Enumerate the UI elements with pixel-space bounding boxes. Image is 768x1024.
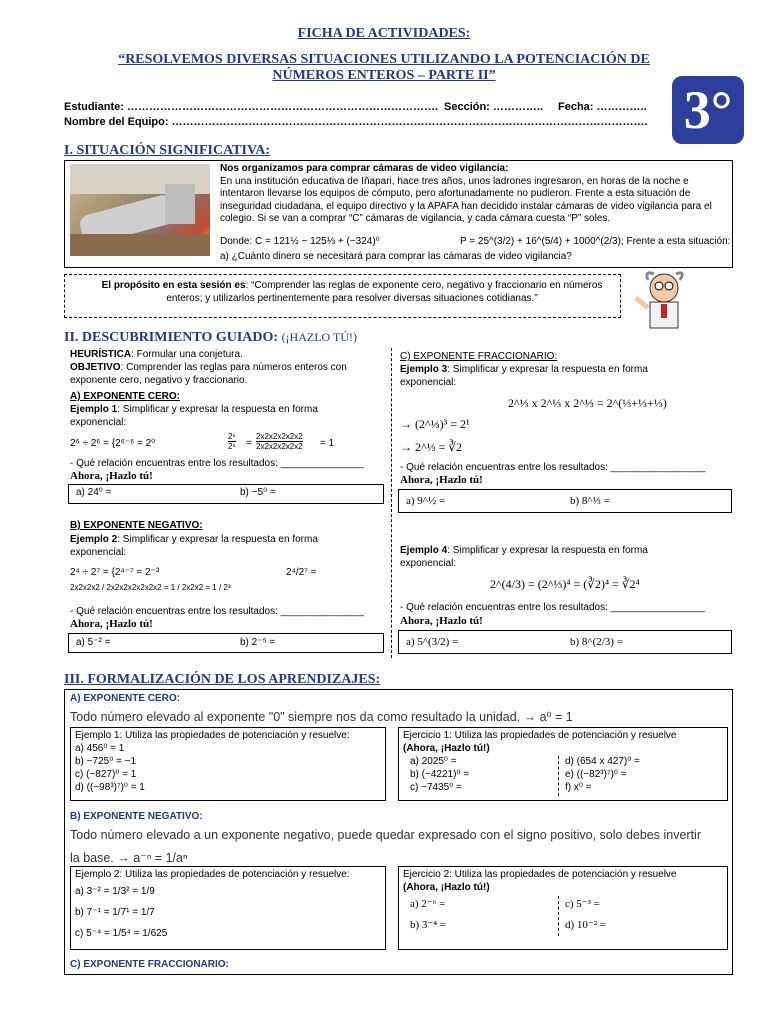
formal-b-rule2: la base. → a⁻ⁿ = 1/aⁿ [70,851,188,865]
formal-exercise2-title: Ejercicio 2: Utiliza las propiedades de potenciación y resuelve [403,869,677,880]
scientist-icon [626,268,696,330]
subsection-c-title: C) EXPONENTE FRACCIONARIO: [400,351,558,362]
example1-result: = 1 [320,438,335,449]
example3-line1: 2^⅓ x 2^⅓ x 2^⅓ = 2^(⅓+⅓+⅓) [508,396,667,410]
formal-example2-title: Ejemplo 2: Utiliza las propiedades de potenciación y resuelve: [75,869,350,880]
exercise-a1: a) 24⁰ = [76,487,112,498]
cctv-camera-photo [70,164,210,256]
relation-question-b: - Qué relación encuentras entre los resultados: _______________ [70,606,365,617]
section2-heading: II. DESCUBRIMIENTO GUIADO: (¡HAZLO TÚ!) [64,330,357,345]
example1-fraction: 2⁶ 2⁶ [228,432,236,451]
page-title: FICHA DE ACTIVIDADES: [297,26,471,41]
page-subtitle-line1: “RESOLVEMOS DIVERSAS SITUACIONES UTILIZANDO LA POTENCIACIÓN DE [118,52,650,67]
formula-c: Donde: C = 121½ − 125⅓ + (−324)⁰ [220,236,380,247]
section3-heading: III. FORMALIZACIÓN DE LOS APRENDIZAJES: [64,672,381,687]
exercise-d1: a) 5^(3/2) = [406,636,459,648]
formal-example2-a: a) 3⁻² = 1/3² = 1/9 [75,886,155,897]
example3-line2: → (2^⅓)³ = 2¹ [400,417,470,431]
subsection-b-title: B) EXPONENTE NEGATIVO: [70,520,203,531]
formal-b-title: B) EXPONENTE NEGATIVO: [70,811,203,822]
formal-exercise1-f[interactable]: f) x⁰ = [565,782,592,793]
exercise1-divider [558,756,559,796]
heuristica: HEURÍSTICA: Formular una conjetura. [70,349,243,360]
answer-box-c[interactable] [398,489,732,513]
example2-fraction: 2⁴/2⁷ = [286,567,317,578]
grade-badge: 3° [672,76,744,144]
relation-question-a: - Qué relación encuentras entre los resultados: _______________ [70,458,365,469]
answer-box-b[interactable] [68,633,384,653]
ahora-b: Ahora, ¡Hazlo tú! [70,618,153,630]
formal-a-rule: Todo número elevado al exponente "0" siempre nos da como resultado la unidad. → a⁰ = 1 [70,710,573,724]
exercise-c1: a) 9^½ = [406,495,446,507]
section-field: Sección: ………….. [444,101,544,113]
formal-c-title: C) EXPONENTE FRACCIONARIO: [70,959,229,970]
exercise-d2: b) 8^(2/3) = [570,636,623,648]
formal-exercise1-b[interactable]: b) (−4221)⁰ = [410,769,470,780]
exercise-b2: b) 2⁻⁵ = [240,637,276,648]
situation-question: a) ¿Cuánto dinero se necesitará para comprar las cámaras de video vigilancia? [220,251,572,262]
example1-text: Ejemplo 1: Simplificar y expresar la respuesta en forma exponencial: [70,404,318,428]
formal-example1-title: Ejemplo 1: Utiliza las propiedades de potenciación y resuelve: [75,730,350,741]
example3-text: Ejemplo 3: Simplificar y expresar la respuesta en forma exponencial: [400,364,648,388]
formal-example2-b: b) 7⁻¹ = 1/7¹ = 1/7 [75,907,155,918]
example2-formula: 2⁴ ÷ 2⁷ = {2⁴⁻⁷ = 2⁻³ [70,567,160,578]
section1-heading: I. SITUACIÓN SIGNIFICATIVA: [64,143,271,158]
formal-exercise1-c[interactable]: c) −7435⁰ = [410,782,462,793]
formal-example1-b: b) −725⁰ = −1 [75,756,137,767]
situation-lead: Nos organizamos para comprar cámaras de video vigilancia: [220,163,509,174]
team-field: Nombre del Equipo: …………………………………………………………………………………………………………………. [64,116,648,128]
ahora-c: Ahora, ¡Hazlo tú! [400,474,483,486]
relation-question-c: - Qué relación encuentras entre los resultados: _________________ [400,462,706,473]
formal-example2-c: c) 5⁻⁴ = 1/5⁴ = 1/625 [75,928,168,939]
formal-exercise1-tag: (Ahora, ¡Hazlo tú!) [403,743,490,754]
exercise-a2: b) −5⁰ = [240,487,276,498]
formal-example1-d: d) ((−98³)⁷)⁰ = 1 [75,782,145,793]
formal-exercise1-a[interactable]: a) 2025⁰ = [410,756,457,767]
page-subtitle-line2: NÚMEROS ENTEROS – PARTE II” [272,68,496,83]
date-field: Fecha: ………….. [558,101,647,113]
purpose-text: El propósito en esta sesión es: “Comprender las reglas de exponente cero, negativo y fraccionario en números enteros; y utilizarlos pertinentemente para resolver diversas situaciones cotidianas.” [101,280,603,304]
formal-exercise1-title: Ejercicio 1: Utiliza las propiedades de potenciación y resuelve [403,730,677,741]
ahora-a: Ahora, ¡Hazlo tú! [70,470,153,482]
formal-example1-c: c) (−827)⁰ = 1 [75,769,137,780]
formal-exercise2-d[interactable]: d) 10⁻² = [565,919,606,931]
example4-formula: 2^(4/3) = (2^⅓)⁴ = (∛2)⁴ = ∛2⁴ [490,577,640,591]
exercise2-divider [558,896,559,936]
formal-b-rule1: Todo número elevado a un exponente negativo, puede quedar expresado con el signo positivo, solo debes invertir [70,828,701,842]
formal-exercise2-b[interactable]: b) 3⁻⁴ = [410,919,447,931]
objetivo: OBJETIVO: Comprender las reglas para números enteros con exponente cero, negativo y fraccionario. [70,362,347,386]
formal-exercise2-a[interactable]: a) 2⁻⁶ = [410,898,446,910]
example3-line3: → 2^⅓ = ∛2 [400,440,463,454]
formal-a-title: A) EXPONENTE CERO: [70,693,181,704]
example2-expanded: 2x2x2x2 / 2x2x2x2x2x2x2 = 1 / 2x2x2 = 1 / 2³ [70,583,231,592]
ahora-d: Ahora, ¡Hazlo tú! [400,615,483,627]
example2-text: Ejemplo 2: Simplificar y expresar la respuesta en forma exponencial: [70,534,318,558]
answer-box-a[interactable] [68,484,384,504]
situation-body: En una institución educativa de Iñapari, hace tres años, unos ladrones ingresaron, en horas de la noche e intentaron llevarse los equipos de cómputo, pero afortunadamente no pudieron. Frente a esta situación de inseguridad ciudadana, el equipo directivo y la APAFA han decidido instalar cámaras de video vigilancia para el colegio. Si se van a comprar “C” cámaras de vigilancia, y cada cámara cuesta “P” soles. [220,175,712,224]
formal-exercise2-c[interactable]: c) 5⁻³ = [565,898,600,910]
example1-fraction-expanded: 2x2x2x2x2x2 2x2x2x2x2x2 [256,432,303,451]
formal-exercise2-tag: (Ahora, ¡Hazlo tú!) [403,882,490,893]
camera-icon [70,164,210,256]
formula-p: P = 25^(3/2) + 16^(5/4) + 1000^(2/3); Frente a esta situación: [460,236,731,247]
exercise-b1: a) 5⁻² = [76,637,111,648]
exercise-c2: b) 8^⅓ = [570,495,610,507]
situation-text [220,163,728,226]
column-divider [391,348,392,658]
example1-formula: 2⁶ ÷ 2⁶ = {2⁶⁻⁶ = 2⁰ [70,438,156,449]
formal-exercise1-d[interactable]: d) (654 x 427)⁰ = [565,756,640,767]
relation-question-d: - Qué relación encuentras entre los resultados: _________________ [400,602,706,613]
scientist-illustration [626,268,696,330]
formal-example1-a: a) 456⁰ = 1 [75,743,125,754]
formal-exercise1-e[interactable]: e) ((−82³)⁷)⁰ = [565,769,627,780]
subsection-a-title: A) EXPONENTE CERO: [70,391,181,402]
example4-text: Ejemplo 4: Simplificar y expresar la respuesta en forma exponencial: [400,545,648,569]
student-field: Estudiante: …………………………………………………………………………. [64,101,439,113]
